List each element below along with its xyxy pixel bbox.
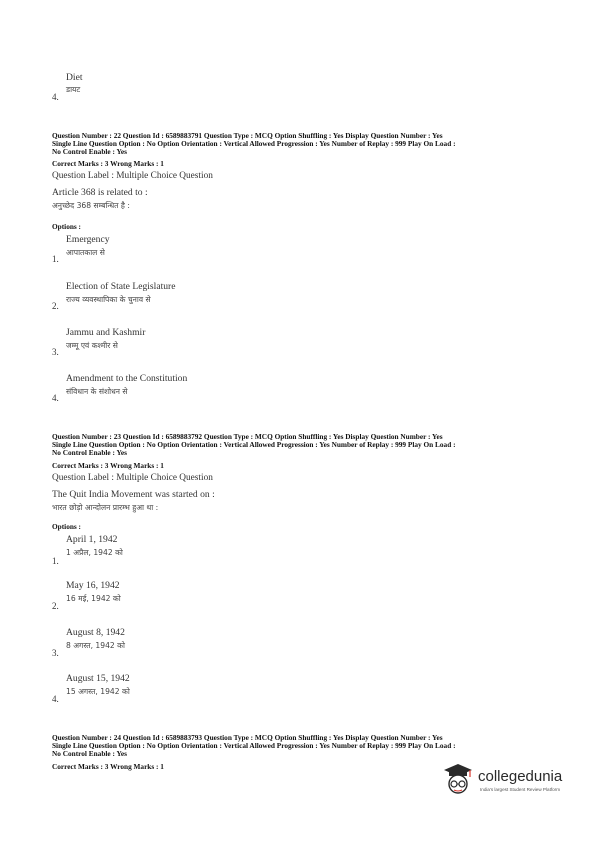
option-4-en: Diet xyxy=(66,72,83,83)
q23-meta-line-3: No Control Enable : Yes xyxy=(52,448,127,457)
q24-meta-line-3: No Control Enable : Yes xyxy=(52,749,127,758)
q23-option-1-hi[interactable]: 1 अप्रैल, 1942 को xyxy=(66,548,123,557)
q23-marks: Correct Marks : 3 Wrong Marks : 1 xyxy=(52,461,164,470)
q22-option-1-number: 1. xyxy=(52,254,59,264)
q23-text-en: The Quit India Movement was started on : xyxy=(52,489,215,500)
q22-option-3-hi[interactable]: जम्मू एवं कश्मीर से xyxy=(66,341,118,350)
q23-meta-line-1: Question Number : 23 Question Id : 6589883792 Question Type : MCQ Option Shuffling : Yes Display Question Number : Yes xyxy=(52,432,443,441)
option-4-hi: डायट xyxy=(66,85,81,94)
q23-option-1-number: 1. xyxy=(52,556,59,566)
q22-option-2-hi[interactable]: राज्य व्यवस्थापिका के चुनाव से xyxy=(66,295,151,304)
q22-meta-line-3: No Control Enable : Yes xyxy=(52,147,127,156)
q23-option-3-number: 3. xyxy=(52,648,59,658)
q22-option-4-number: 4. xyxy=(52,393,59,403)
q23-option-4-en[interactable]: August 15, 1942 xyxy=(66,673,130,684)
q22-meta-line-2: Single Line Question Option : No Option Orientation : Vertical Allowed Progression : Yes Number of Replay : 999 Play On Load : xyxy=(52,139,456,148)
q22-label: Question Label : Multiple Choice Question xyxy=(52,171,213,181)
q22-option-1-en[interactable]: Emergency xyxy=(66,234,110,245)
q23-text-hi: भारत छोड़ो आन्दोलन प्रारम्भ हुआ था : xyxy=(52,503,159,512)
q22-text-hi: अनुच्छेद 368 सम्बन्धित है : xyxy=(52,201,130,210)
q22-option-2-en[interactable]: Election of State Legislature xyxy=(66,281,176,292)
logo-name: collegedunia xyxy=(478,768,563,785)
q22-text-en: Article 368 is related to : xyxy=(52,187,148,198)
q23-option-2-number: 2. xyxy=(52,601,59,611)
q23-options-label: Options : xyxy=(52,522,81,531)
q23-option-3-hi[interactable]: 8 अगस्त, 1942 को xyxy=(66,641,125,650)
q22-option-3-number: 3. xyxy=(52,347,59,357)
q24-marks: Correct Marks : 3 Wrong Marks : 1 xyxy=(52,762,164,771)
q23-label: Question Label : Multiple Choice Question xyxy=(52,473,213,483)
q22-option-3-en[interactable]: Jammu and Kashmir xyxy=(66,327,146,338)
mascot-icon xyxy=(440,760,476,798)
q22-option-4-hi[interactable]: संविधान के संशोधन से xyxy=(66,387,128,396)
q24-meta-line-1: Question Number : 24 Question Id : 6589883793 Question Type : MCQ Option Shuffling : Yes Display Question Number : Yes xyxy=(52,733,443,742)
q22-marks: Correct Marks : 3 Wrong Marks : 1 xyxy=(52,159,164,168)
logo-tagline: India's largest Student Review Platform xyxy=(480,787,561,792)
q22-option-4-en[interactable]: Amendment to the Constitution xyxy=(66,373,188,384)
q23-option-3-en[interactable]: August 8, 1942 xyxy=(66,627,125,638)
q23-option-1-en[interactable]: April 1, 1942 xyxy=(66,534,118,545)
q22-option-1-hi[interactable]: आपातकाल से xyxy=(66,248,105,257)
option-4-number: 4. xyxy=(52,92,59,102)
collegedunia-logo xyxy=(440,760,575,800)
q22-option-2-number: 2. xyxy=(52,301,59,311)
q23-meta-line-2: Single Line Question Option : No Option Orientation : Vertical Allowed Progression : Yes Number of Replay : 999 Play On Load : xyxy=(52,440,456,449)
q23-option-4-number: 4. xyxy=(52,694,59,704)
q23-option-2-en[interactable]: May 16, 1942 xyxy=(66,580,120,591)
q23-option-2-hi[interactable]: 16 मई, 1942 को xyxy=(66,594,121,603)
q24-meta-line-2: Single Line Question Option : No Option Orientation : Vertical Allowed Progression : Yes Number of Replay : 999 Play On Load : xyxy=(52,741,456,750)
q22-options-label: Options : xyxy=(52,222,81,231)
q23-option-4-hi[interactable]: 15 अगस्त, 1942 को xyxy=(66,687,130,696)
q22-meta-line-1: Question Number : 22 Question Id : 6589883791 Question Type : MCQ Option Shuffling : Yes Display Question Number : Yes xyxy=(52,131,443,140)
